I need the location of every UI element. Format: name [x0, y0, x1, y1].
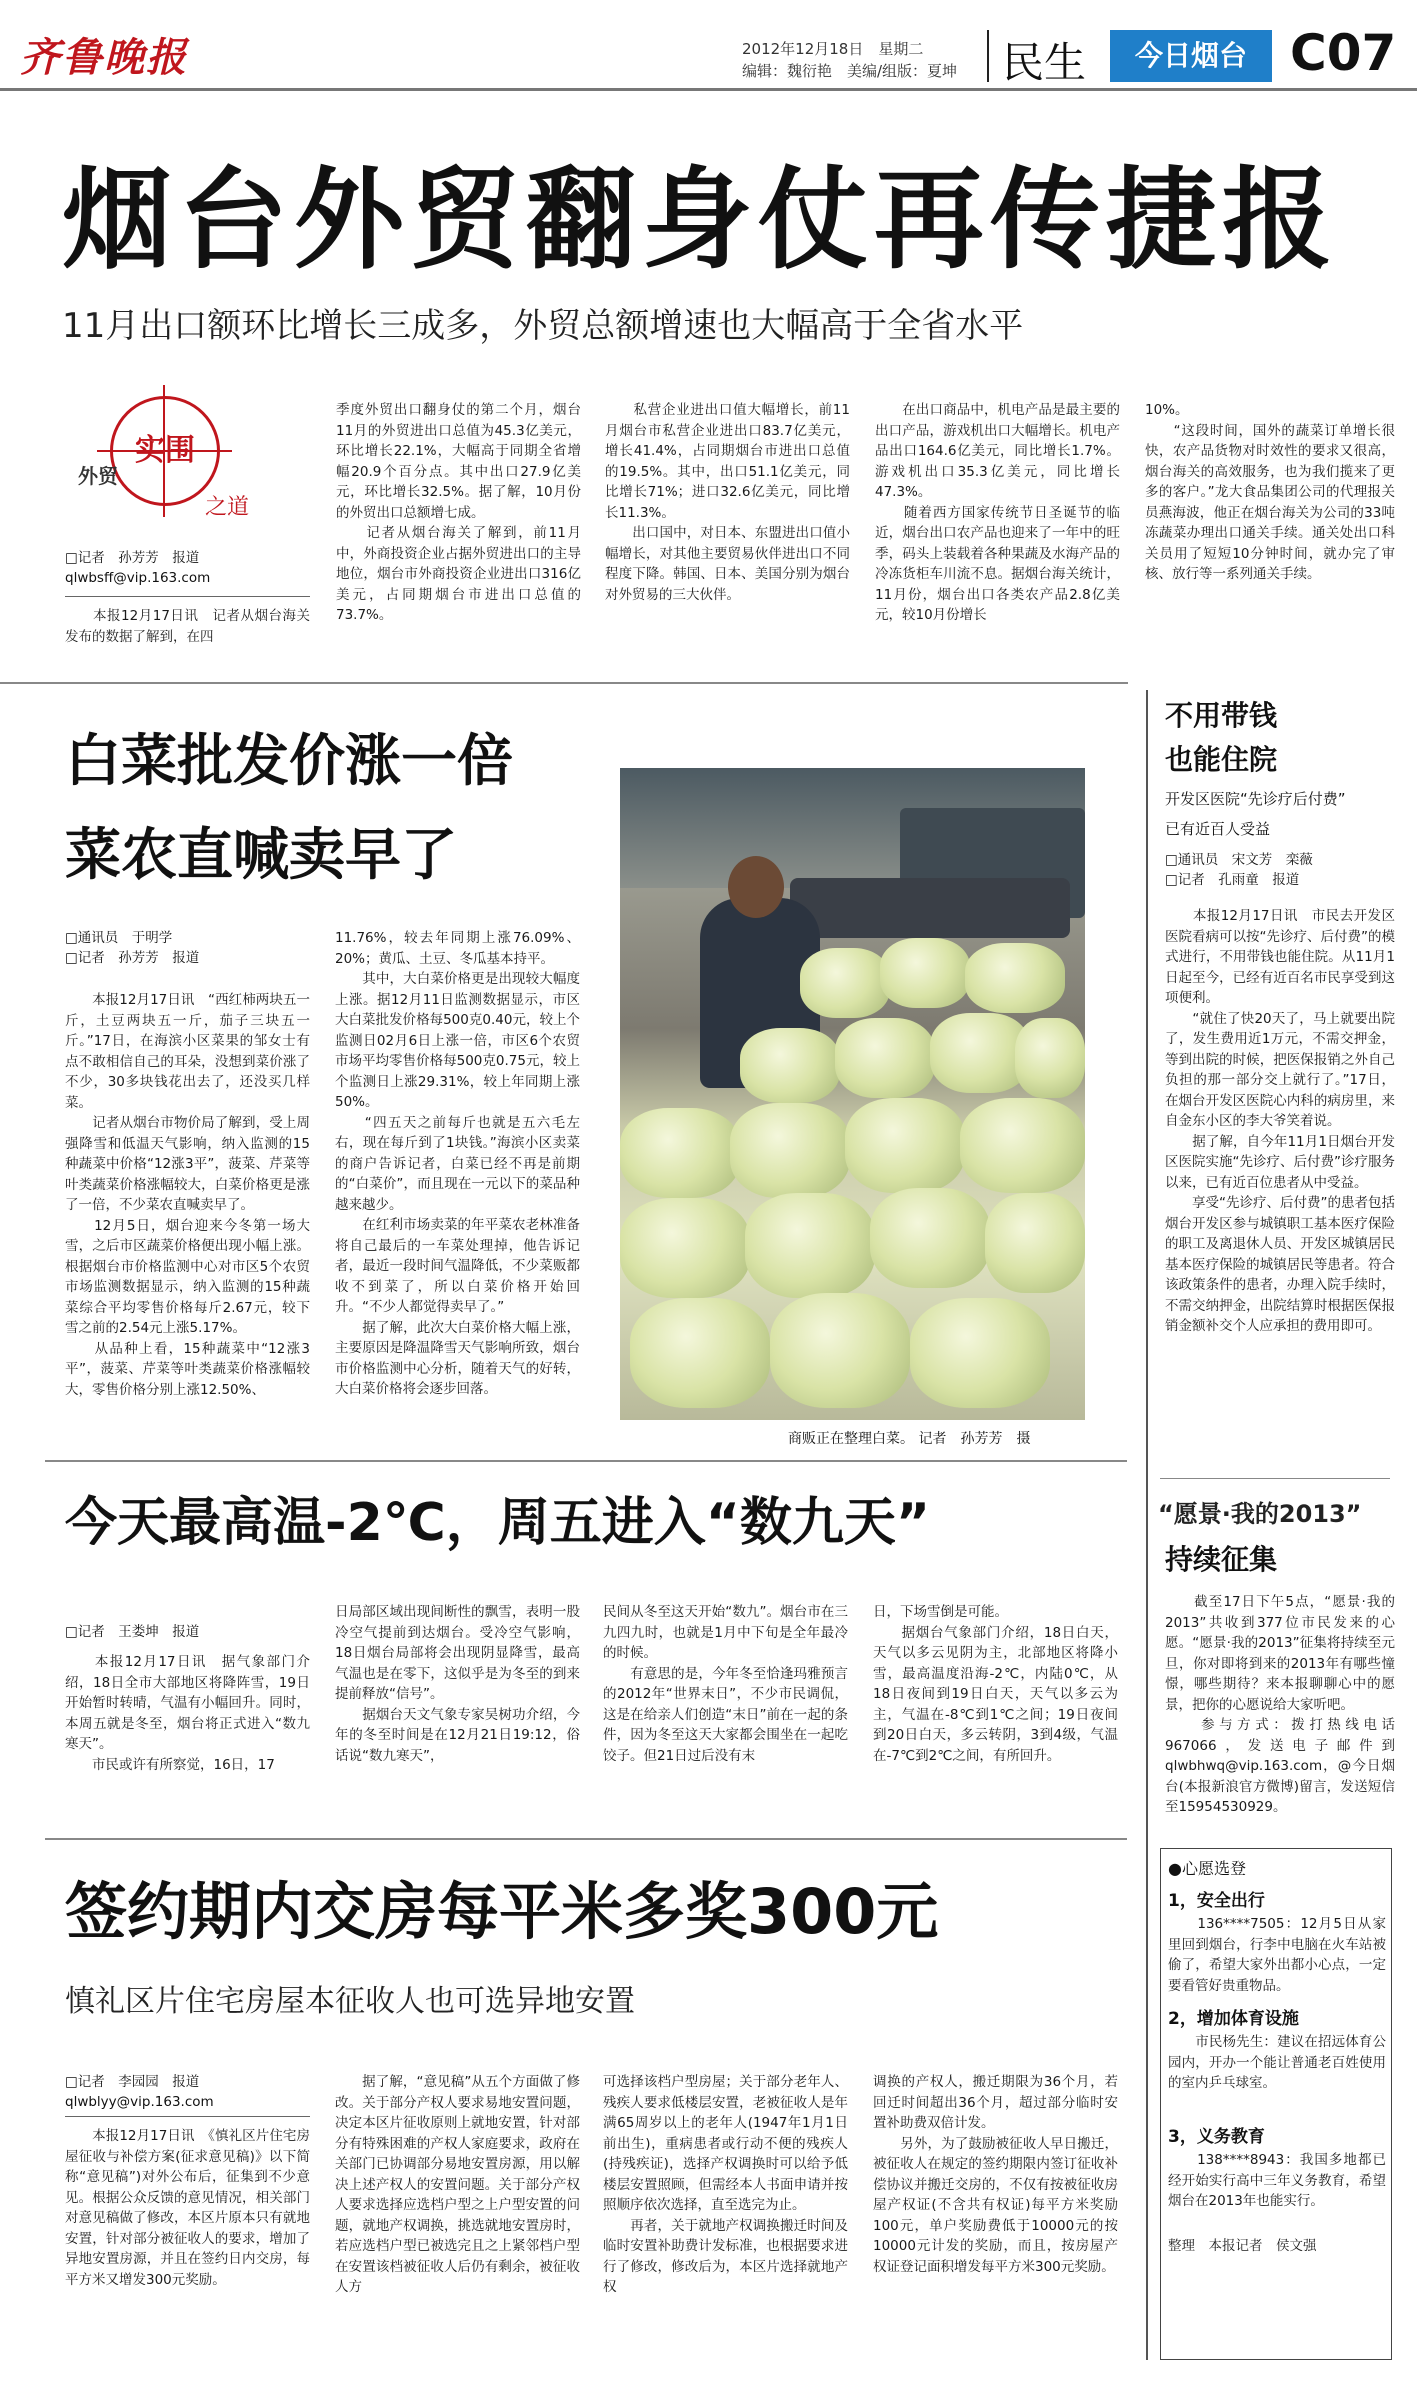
photo-cabbage: [1015, 1018, 1085, 1098]
story4-col2: 据了解，“意见稿”从五个方面做了修改。关于部分产权人要求易地安置问题，决定本区片征收原则上就地安置，针对部分有特殊困难的产权人家庭要求，政府在关部门已协调部分易地安置房源，用以解决上述产权人的安置问题。关于部分产权人要求选择应选档户型之上户型安置的问题，就地产权调换，挑选就地安置房时，若应选档户型已被选完且之上紧邻档户型在安置该档被征收人后仍有剩余，被征收人方: [335, 2074, 580, 2295]
byline-rule: [65, 2116, 310, 2117]
photo-cabbage: [620, 1108, 740, 1198]
side1-subtitle2: 已有近百人受益: [1165, 820, 1271, 838]
story4-col1: 本报12月17日讯 《慎礼区片住宅房屋征收与补偿方案(征求意见稿)》以下简称“意见稿”)对外公布后，征集到不少意见。根据公众反馈的意见情况，相关部门对意见稿做了修改，本区片原本只有就地安置，针对部分被征收人的要求，增加了异地安置房源，并且在签约日内交房，每平方米又增发300元奖励。: [65, 2128, 310, 2288]
date-line: 2012年12月18日 星期二: [742, 40, 924, 58]
story3-col3: 民间从冬至这天开始“数九”。烟台市在三九四九时，也就是1月中下旬是全年最冷的时候。 有意思的是，今年冬至恰逢玛雅预言的2012年“世界末日”，不少市民调侃，这是在给亲人们创造“末日”前在一起的条件，因为冬至这天大家都会围坐在一起吃饺子。但21日过后没有末: [603, 1604, 848, 1764]
side3-item3-title: 3，义务教育: [1168, 2127, 1265, 2147]
side1-byline: [1165, 850, 1395, 890]
story2-bottom-rule: [45, 1460, 1127, 1462]
story3-headline: 今天最高温-2℃，周五进入“数九天”: [65, 1493, 931, 1553]
side2-title-line2: 持续征集: [1165, 1543, 1278, 1576]
side-rule: [1160, 1478, 1390, 1479]
photo-cabbage: [800, 948, 890, 1018]
photo-vendor-head: [728, 856, 784, 918]
photo-cabbage: [630, 1298, 770, 1408]
section-tag: 今日烟台: [1110, 30, 1272, 82]
cabbage-photo: [620, 768, 1085, 1420]
photo-caption: 商贩正在整理白菜。 记者 孙芳芳 摄: [788, 1431, 1031, 1447]
story3-bottom-rule: [45, 1838, 1127, 1840]
side3-item1-title: 1，安全出行: [1168, 1891, 1265, 1911]
story3-col4: 日，下场雪倒是可能。 据烟台气象部门介绍，18日白天，天气以多云见阴为主，北部地区将降小雪，最高温度沿海-2℃，内陆0℃，从18日夜间到19日白天，天气以多云为主，气温在-8℃到1℃之间；19日夜间到20日白天，多云转阴，3到4级，气温在-7℃到2℃之间，有所回升。: [873, 1604, 1118, 1764]
story2-headline-line2: 菜农直喊卖早了: [65, 823, 457, 888]
story1-col1: 本报12月17日讯 记者从烟台海关发布的数据了解到，在四: [65, 608, 310, 645]
newspaper-logo: 齐鲁晚报: [20, 34, 188, 81]
story1-subhead: 11月出口额环比增长三成多，外贸总额增速也大幅高于全省水平: [62, 306, 1024, 346]
story4-email: qlwblyy@vip.163.com: [65, 2094, 214, 2110]
sidebar-divider: [1146, 690, 1148, 2360]
story2-col1: 本报12月17日讯 “西红柿两块五一斤，土豆两块五一斤，茄子三块五一斤。”17日，在海滨小区菜果的邹女士有点不敢相信自己的耳朵，没想到菜价涨了不少，30多块钱花出去了，还没买几样菜。 记者从烟台市物价局了解到，受上周强降雪和低温天气影响，纳入监测的15种蔬菜中价格“12涨3平”，菠菜、芹菜等叶类蔬菜价格涨幅较大，白菜价格更是涨了一倍，不少菜农直喊卖早了。 12月5日，烟台迎来今冬第一场大雪，之后市区蔬菜价格便出现小幅上涨。根据烟台市价格监测中心对市区5个农贸市场监测数据显示，纳入监测的15种蔬菜综合平均零售价格每斤2.67元，较下雪之前的2.54元上涨5.17%。 从品种上看，15种蔬菜中“12涨3平”，菠菜、芹菜等叶类蔬菜价格涨幅较大，零售价格分别上涨12.50%、: [65, 992, 310, 1398]
story2-col2: 11.76%，较去年同期上涨76.09%、20%；黄瓜、土豆、冬瓜基本持平。 其中，大白菜价格更是出现较大幅度上涨。据12月11日监测数据显示，市区大白菜批发价格每500克0.40元，较上个监测日02月6日上涨一倍，市区6个农贸市场平均零售价格每500克0.75元，较上个监测日上涨29.31%，较上年同期上涨50%。 “四五天之前每斤也就是五六毛左右，现在每斤到了1块钱。”海滨小区卖菜的商户告诉记者，白菜已经不再是前期的“白菜价”，而且现在一元以下的菜品种越来越少。 在红利市场卖菜的年平菜农老林准备将自己最后的一车菜处理掉，他告诉记者，最近一段时间气温降低，不少菜贩都收不到菜了，所以白菜价格开始回升。“不少人都觉得卖早了。” 据了解，此次大白菜价格大幅上涨，主要原因是降温降雪天气影响所致，烟台市价格监测中心分析，随着天气的好转，大白菜价格将会逐步回落。: [335, 930, 580, 1397]
section-name: 民生: [1002, 38, 1087, 87]
story1-col4: 在出口商品中，机电产品是最主要的出口产品，游戏机出口大幅增长。机电产品出口164.6亿美元，同比增长1.7%。游戏机出口35.3亿美元，同比增长47.3%。 随着西方国家传统节日圣诞节的临近，烟台出口农产品也迎来了一年中的旺季，码头上装载着各种果蔬及水海产品的冷冻货柜车川流不息。据烟台海关统计，11月份，烟台出口各类农产品2.8亿美元，较10月份增长: [875, 402, 1120, 623]
side1-correspondent: □通讯员 宋文芳 栾薇: [1165, 852, 1313, 868]
photo-cabbage: [745, 1193, 875, 1298]
story2-headline-line1: 白菜批发价涨一倍: [65, 729, 513, 794]
photo-cabbage: [960, 1098, 1085, 1193]
story1-col5: 10%。 “这段时间，国外的蔬菜订单增长很快，农产品货物对时效性的要求又很高，烟台海关的高效服务，也为我们揽来了更多的客户。”龙大食品集团公司的代理报关员燕海波，他正在烟台海关为公司的33吨冻蔬菜办理出口通关手续。通关处出口科关员用了短短10分钟时间，就办完了审核、放行等一系列通关手续。: [1145, 402, 1395, 582]
side1-title-line2: 也能住院: [1165, 743, 1278, 776]
story1-reporter: □记者 孙芳芳 报道: [65, 550, 200, 566]
story1-byline: [65, 548, 315, 588]
side1-subtitle1: 开发区医院“先诊疗后付费”: [1165, 790, 1346, 808]
photo-cabbage: [730, 1103, 850, 1198]
side3-item2-body: 市民杨先生：建议在招远体育公园内，开办一个能让普通老百姓使用的室内乒乓球室。: [1168, 2034, 1386, 2091]
story4-byline: [65, 2072, 315, 2112]
photo-cabbage: [880, 938, 970, 1008]
story4-headline: 签约期内交房每平米多奖300元: [65, 1875, 939, 1948]
header-meta: [742, 38, 957, 82]
side3-item1-body: 136****7505：12月5日从家里回到烟台，行李中电脑在火车站被偷了，希望大家外出都小心点，一定要看管好贵重物品。: [1168, 1916, 1386, 1994]
photo-cabbage: [965, 943, 1065, 1013]
side3-credit: 整理 本报记者 侯文强: [1168, 2238, 1317, 2254]
story1-headline: 烟台外贸翻身仗再传捷报: [62, 156, 1338, 284]
photo-cabbage: [910, 1298, 1050, 1408]
photo-cabbage: [770, 1293, 910, 1408]
side1-title-line1: 不用带钱: [1165, 699, 1278, 732]
side1-body: 本报12月17日讯 市民去开发区医院看病可以按“先诊疗、后付费”的模式进行，不用带钱也能住院。从11月1日起至今，已经有近百名市民享受到这项便利。 “就住了快20天了，马上就要出院了，发生费用近1万元，不需交押金，等到出院的时候，把医保报销之外自己负担的那一部分交上就行了。”17日，在烟台开发区医院心内科的病房里，来自金东小区的李大爷笑着说。 据了解，自今年11月1日烟台开发区医院实施“先诊疗、后付费”诊疗服务以来，已有近百位患者从中受益。 享受“先诊疗、后付费”的患者包括烟台开发区参与城镇职工基本医疗保险的职工及离退休人员、开发区城镇居民基本医疗保险的城镇居民等患者。符合该政策条件的患者，办理入院手续时，不需交纳押金，出院结算时根据医保报销金额补交个人应承担的费用即可。: [1165, 908, 1395, 1334]
side1-reporter: □记者 孔雨童 报道: [1165, 872, 1300, 888]
story2-reporter: □记者 孙芳芳 报道: [65, 950, 200, 966]
header-divider: [987, 30, 989, 82]
column-logo-left: 外贸: [78, 464, 118, 488]
photo-cabbage: [985, 1193, 1085, 1293]
photo-cabbage: [835, 1018, 935, 1098]
photo-cabbage: [620, 1198, 750, 1298]
side2-title-line1: “愿景·我的2013”: [1158, 1500, 1362, 1528]
photo-cabbage: [870, 1188, 990, 1288]
story3-col1: 本报12月17日讯 据气象部门介绍，18日全市大部地区将降阵雪，19日开始暂时转晴，气温有小幅回升。同时，本周五就是冬至，烟台将正式进入“数九寒天”。 市民或许有所察觉，16日，17: [65, 1654, 310, 1773]
side3-title: ●心愿选登: [1168, 1859, 1246, 1878]
story4-col4: 调换的产权人，搬迁期限为36个月，若回迁时间超出36个月，超过部分临时安置补助费双倍计发。 另外，为了鼓励被征收人早日搬迁，被征收人在规定的签约期限内签订征收补偿协议并搬迁交房的，不仅有按被征收房屋产权证(不含共有权证)每平方米奖励100元，单户奖励费低于10000元的按10000元计发的奖励，而且，按房屋产权证登记面积增发每平方米300元奖励。: [873, 2074, 1118, 2275]
story2-byline: [65, 928, 315, 968]
story2-correspondent: □通讯员 于明学: [65, 930, 173, 946]
photo-cabbage: [845, 1098, 965, 1193]
story1-col3: 私营企业进出口值大幅增长，前11月烟台市私营企业进出口83.7亿美元，增长41.4%，占同期烟台市进出口总值的19.5%。其中，出口51.1亿美元，同比增长71%；进口32.6亿美元，同比增长11.3%。 出口国中，对日本、东盟进出口值小幅增长，对其他主要贸易伙伴进出口不同程度下降。韩国、日本、美国分别为烟台对外贸易的三大伙伴。: [605, 402, 850, 603]
story3-col2: 日局部区域出现间断性的飘雪，表明一股冷空气提前到达烟台。受冷空气影响，18日烟台局部将会出现阴显降雪，最高气温也是在零下，这似乎是为冬至的到来提前释放“信号”。 据烟台天文气象专家吴树功介绍，今年的冬至时间是在12月21日19:12，俗话说“数九寒天”，: [335, 1604, 580, 1764]
column-logo-main: 实围: [135, 433, 195, 468]
side2-body: 截至17日下午5点，“愿景·我的2013”共收到377位市民发来的心愿。“愿景·我的2013”征集将持续至元旦，你对即将到来的2013年有哪些憧憬，哪些期待？来本报聊聊心中的愿景，把你的心愿说给大家听吧。 参与方式：拨打热线电话967066，发送电子邮件到qlwbhwq@vip.163.com，@今日烟台(本报新浪官方微博)留言，发送短信至15954530929。: [1165, 1594, 1395, 1815]
story4-col3: 可选择该档户型房屋；关于部分老年人、残疾人要求低楼层安置，老被征收人是年满65周岁以上的老年人(1947年1月1日前出生)，重病患者或行动不便的残疾人(持残疾证)，选择产权调换时可以给予低楼层安置照顾，但需经本人书面申请并按照顺序依次选择，直至选完为止。 再者，关于就地产权调换搬迁时间及临时安置补助费计发标准，也根据要求进行了修改，修改后为，本区片选择就地产权: [603, 2074, 848, 2295]
story4-reporter: □记者 李园园 报道: [65, 2074, 200, 2090]
header-rule: [0, 88, 1417, 91]
photo-cabbage: [740, 1028, 840, 1103]
story1-col2: 季度外贸出口翻身仗的第二个月，烟台11月的外贸进出口总值为45.3亿美元，环比增长22.1%，大幅高于同期全省增幅20.9个百分点。其中出口27.9亿美元，环比增长32.5%。据了解，10月份的外贸出口总额增七成。 记者从烟台海关了解到，前11月中，外商投资企业占据外贸进出口的主导地位，烟台市外商投资企业进出口316亿美元，占同期烟台市进出口总值的73.7%。: [336, 402, 581, 623]
photo-tarp: [790, 878, 1070, 938]
byline-rule: [65, 596, 310, 597]
side3-item2-title: 2，增加体育设施: [1168, 2009, 1299, 2029]
story3-byline: □记者 王娄坤 报道: [65, 1624, 200, 1640]
editor-line: 编辑：魏衍艳 美编/组版：夏坤: [742, 62, 958, 80]
page-number: C07: [1290, 24, 1397, 82]
story1-bottom-rule: [0, 682, 1128, 684]
story4-subhead: 慎礼区片住宅房屋本征收人也可选异地安置: [65, 1984, 635, 2019]
column-logo-sub: 之道: [205, 495, 250, 520]
side3-item3-body: 138****8943：我国多地都已经开始实行高中三年义务教育，希望烟台在2013年也能实行。: [1168, 2152, 1386, 2209]
story1-email: qlwbsff@vip.163.com: [65, 570, 211, 586]
